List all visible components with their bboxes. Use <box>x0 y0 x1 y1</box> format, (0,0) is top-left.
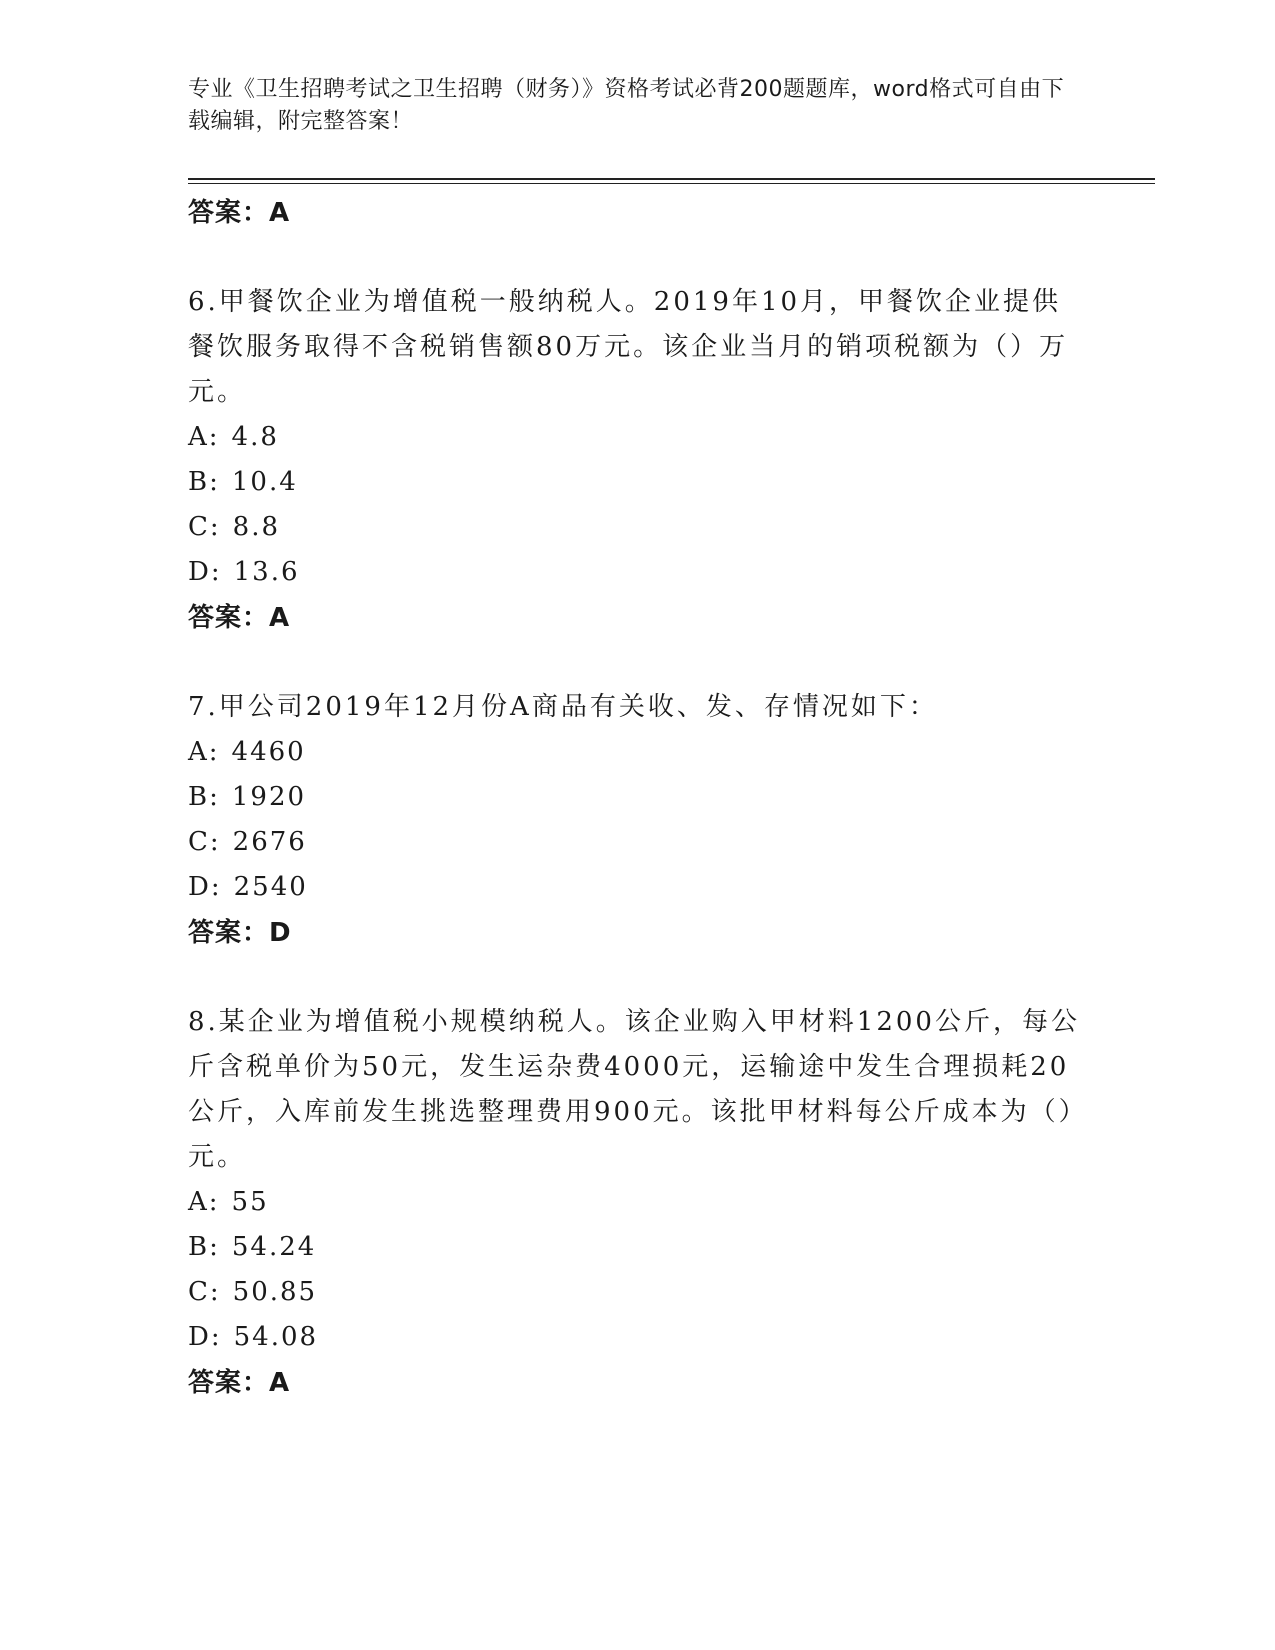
option-a <box>188 1180 1088 1225</box>
option-letter: C: <box>188 827 221 857</box>
option-value: 2540 <box>233 872 308 902</box>
option-letter: C: <box>188 1277 221 1307</box>
question-8 <box>188 1000 1088 1406</box>
answer-line: 答案：D <box>188 918 292 948</box>
option-a <box>188 415 1088 460</box>
option-letter: D: <box>188 1322 222 1352</box>
option-value: 50.85 <box>232 1277 318 1307</box>
option-letter: B: <box>188 467 220 497</box>
option-value: 8.8 <box>232 512 281 542</box>
option-b <box>188 1225 1088 1270</box>
answer-line: 答案：A <box>188 198 291 228</box>
document-body <box>188 190 1088 1406</box>
option-value: 1920 <box>231 782 307 812</box>
option-d <box>188 550 1088 595</box>
option-letter: A: <box>188 422 220 452</box>
option-c <box>188 505 1088 550</box>
option-d <box>188 1315 1088 1360</box>
option-letter: D: <box>188 872 222 902</box>
question-7 <box>188 685 1088 956</box>
option-value: 55 <box>231 1187 269 1217</box>
option-value: 54.08 <box>233 1322 319 1352</box>
option-value: 10.4 <box>231 467 298 497</box>
option-c <box>188 820 1088 865</box>
option-b <box>188 460 1088 505</box>
header-rule <box>188 178 1155 180</box>
answer-line: 答案：A <box>188 603 291 633</box>
option-value: 13.6 <box>233 557 300 587</box>
option-value: 2676 <box>232 827 307 857</box>
document-header: 专业《卫生招聘考试之卫生招聘（财务）》资格考试必背200题题库，word格式可自由下载编辑，附完整答案！ <box>188 77 1065 134</box>
option-b <box>188 775 1088 820</box>
option-letter: D: <box>188 557 222 587</box>
option-letter: A: <box>188 737 220 767</box>
option-a <box>188 730 1088 775</box>
option-value: 4.8 <box>231 422 279 452</box>
question-stem: 6.甲餐饮企业为增值税一般纳税人。2019年10月，甲餐饮企业提供餐饮服务取得不含税销售额80万元。该企业当月的销项税额为（）万元。 <box>188 287 1069 407</box>
option-letter: B: <box>188 782 220 812</box>
option-d <box>188 865 1088 910</box>
header-rule-thin <box>188 183 1155 184</box>
option-c <box>188 1270 1088 1315</box>
option-letter: B: <box>188 1232 220 1262</box>
option-value: 54.24 <box>231 1232 317 1262</box>
option-value: 4460 <box>231 737 306 767</box>
question-stem: 8.某企业为增值税小规模纳税人。该企业购入甲材料1200公斤，每公斤含税单价为50元，发生运杂费4000元，运输途中发生合理损耗20公斤，入库前发生挑选整理费用900元。该批甲材料每公斤成本为（）元。 <box>188 1007 1088 1172</box>
question-stem: 7.甲公司2019年12月份A商品有关收、发、存情况如下： <box>188 692 938 722</box>
option-letter: A: <box>188 1187 220 1217</box>
option-letter: C: <box>188 512 221 542</box>
question-6 <box>188 280 1088 641</box>
answer-line: 答案：A <box>188 1368 291 1398</box>
